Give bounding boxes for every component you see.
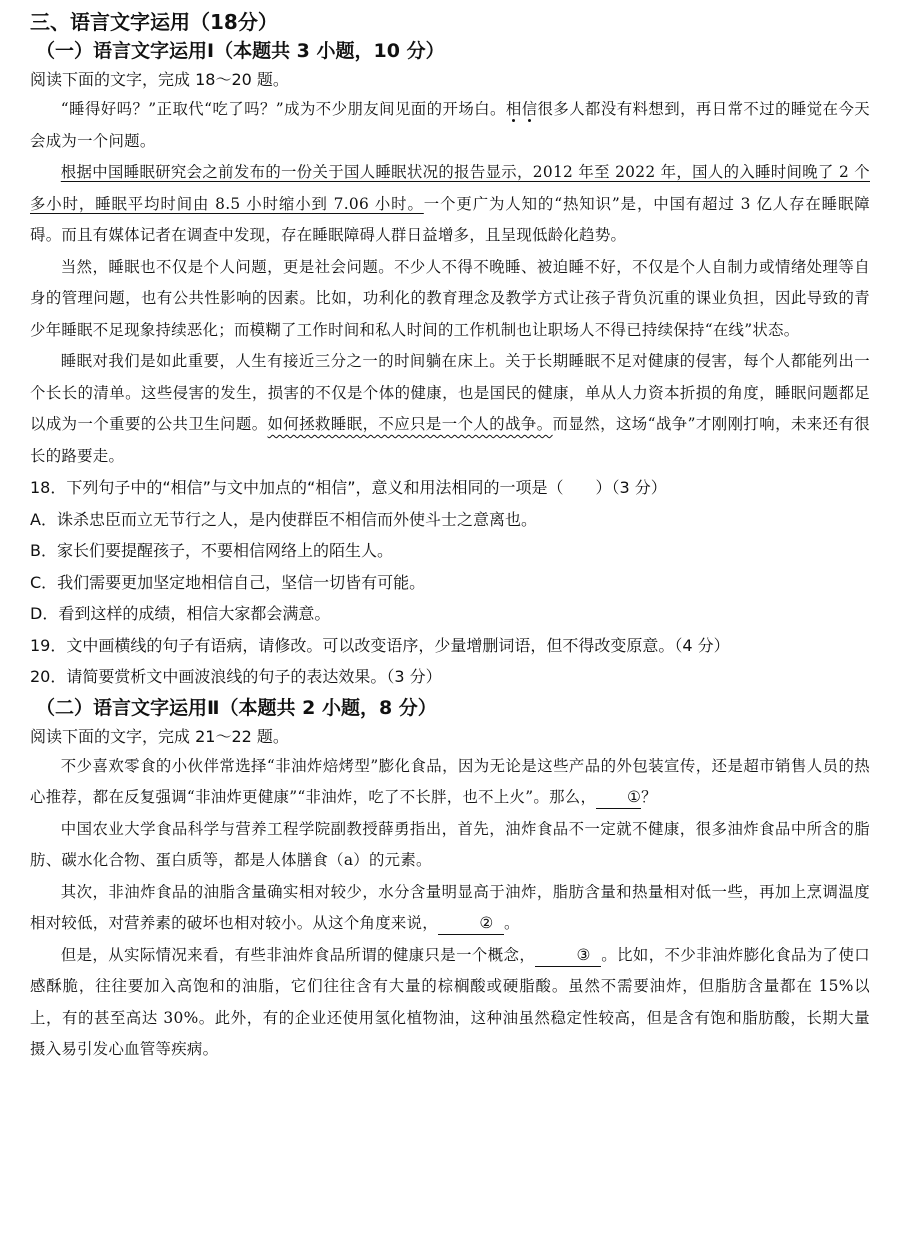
part1-paragraph-2 [30, 157, 870, 252]
wavy-underlined-sentence: 如何拯救睡眠，不应只是一个人的战争。 [267, 415, 553, 433]
part1-paragraph-1 [30, 94, 870, 157]
p2-3-text-a: 其次，非油炸食品的油脂含量确实相对较少，水分含量明显高于油炸，脂肪含量和热量相对低一些，再加上烹调温度相对较低，对营养素的破坏也相对较小。从这个角度来说， [30, 882, 870, 932]
blank-3: ③ [535, 944, 601, 967]
p1-text-b: 很多人都没有料想到，再日常不过的睡觉在今天会成为一个问题。 [30, 100, 870, 150]
part1-intro: 阅读下面的文字，完成 18～20 题。 [30, 70, 289, 89]
question-20: 20．请简要赏析文中画波浪线的句子的表达效果。（3 分） [30, 667, 442, 686]
section-title: 三、语言文字运用（18分） [30, 10, 278, 34]
option-b: B．家长们要提醒孩子，不要相信网络上的陌生人。 [30, 541, 393, 560]
p2-4-text-a: 但是，从实际情况来看，有些非油炸食品所谓的健康只是一个概念， [60, 945, 536, 964]
p2-3-text-b: 。 [503, 914, 520, 932]
part1-title: （一）语言文字运用Ⅰ（本题共 3 小题，10 分） [36, 40, 445, 62]
question-18: 18．下列句子中的“相信”与文中加点的“相信”，意义和用法相同的一项是（ ）（3 分） [30, 478, 667, 497]
option-a: A．诛杀忠臣而立无节行之人，是内使群臣不相信而外使斗士之意离也。 [30, 509, 537, 529]
part2-paragraph-1 [30, 751, 870, 814]
question-19: 19．文中画横线的句子有语病，请修改。可以改变语序，少量增删词语，但不得改变原意。（4 分） [30, 635, 730, 655]
dotted-char-xiang: 相 [505, 100, 522, 118]
option-c: C．我们需要更加坚定地相信自己，坚信一切皆有可能。 [30, 572, 426, 592]
part1-paragraph-4 [30, 346, 870, 472]
p2-1-text-b: ？ [641, 788, 657, 806]
part2-intro: 阅读下面的文字，完成 21～22 题。 [30, 726, 289, 746]
blank-1: ① [596, 786, 641, 809]
p2-1-text-a: 不少喜欢零食的小伙伴常选择“非油炸焙烤型”膨化食品，因为无论是这些产品的外包装宣传，还是超市销售人员的热心推荐，都在反复强调“非油炸更健康”“非油炸，吃了不长胖，也不上火”。那么， [30, 756, 870, 806]
part2-title: （二）语言文字运用Ⅱ（本题共 2 小题，8 分） [36, 696, 437, 719]
part2-paragraph-3 [30, 877, 870, 940]
p2-text-rest: 一个更广为人知的“热知识”是，中国有超过 3 亿人存在睡眠障碍。而且有媒体记者在调查中发现，存在睡眠障碍人群日益增多，且呈现低龄化趋势。 [30, 194, 870, 244]
part2-paragraph-4 [30, 940, 870, 1066]
option-d: D．看到这样的成绩，相信大家都会满意。 [30, 604, 331, 623]
p4-text-b: 而显然，这场“战争”才刚刚打响，未来还有很长的路要走。 [30, 415, 870, 465]
blank-2: ② [438, 912, 504, 935]
p2-4-text-b: 。比如，不少非油炸膨化食品为了使口感酥脆，往往要加入高饱和的油脂，它们往往含有大量的棕榈酸或硬脂酸。虽然不需要油炸，但脂肪含量都在 15%以上，有的甚至高达 30%。此外，有的企业还使用氢化植物油，这种油虽然稳定性较高，但是含有饱和脂肪酸，长期大量摄入易引发心血管等疾病。 [30, 945, 870, 1058]
dotted-char-xin: 信 [521, 100, 538, 118]
underlined-sentence: 根据中国睡眠研究会之前发布的一份关于国人睡眠状况的报告显示，2012 年至 2022 年，国人的入睡时间晚了 2 个多小时，睡眠平均时间由 8.5 小时缩小到 7.06 小时。 [30, 163, 870, 213]
part1-paragraph-3: 当然，睡眠也不仅是个人问题，更是社会问题。不少人不得不晚睡、被迫睡不好，不仅是个人自制力或情绪处理等自身的管理问题，也有公共性影响的因素。比如，功利化的教育理念及教学方式让孩子背负沉重的课业负担，因此导致的青少年睡眠不足现象持续恶化；而模糊了工作时间和私人时间的工作机制也让职场人不得已持续保持“在线”状态。 [30, 257, 870, 339]
part2-paragraph-2: 中国农业大学食品科学与营养工程学院副教授薛勇指出，首先，油炸食品不一定就不健康，很多油炸食品中所含的脂肪、碳水化合物、蛋白质等，都是人体膳食（a）的元素。 [30, 819, 870, 869]
p4-text-a: 睡眠对我们是如此重要，人生有接近三分之一的时间躺在床上。关于长期睡眠不足对健康的侵害，每个人都能列出一个长长的清单。这些侵害的发生，损害的不仅是个体的健康，也是国民的健康，单从人力资本折损的角度，睡眠问题都足以成为一个重要的公共卫生问题。 [30, 352, 870, 433]
p1-text-a: “睡得好吗？”正取代“吃了吗？”成为不少朋友间见面的开场白。 [60, 100, 506, 118]
